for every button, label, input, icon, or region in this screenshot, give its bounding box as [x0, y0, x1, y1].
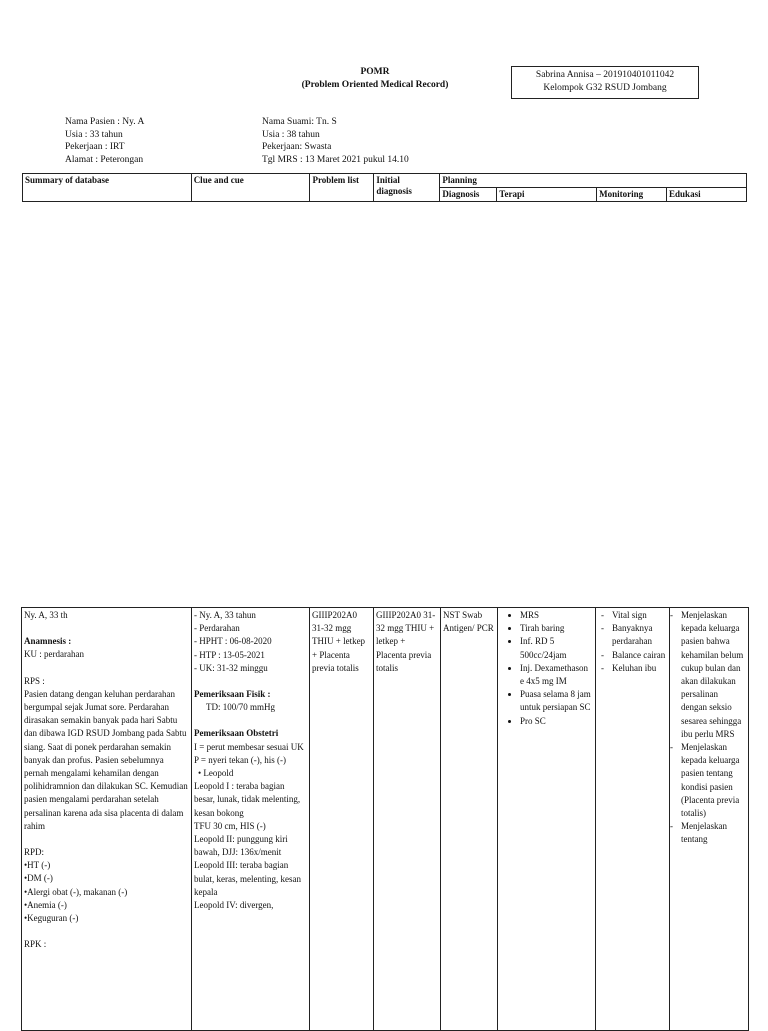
pomr-body-table	[21, 607, 749, 1031]
table-row	[22, 608, 749, 1031]
leopold-line: Leopold II: punggung kiri bawah, DJJ: 136x/menit	[194, 834, 288, 858]
problem-cell	[310, 608, 374, 1031]
leopold-line: Leopold IV: divergen,	[194, 900, 274, 911]
fisik-label: Pemeriksaan Fisik :	[194, 689, 271, 700]
patient-address: Alamat : Peterongan	[65, 154, 144, 165]
problem-list-text: GIIIP202A0 31-32 mgg THIU + letkep + Placenta previa totalis	[312, 610, 366, 673]
list-item: • Tirah baring	[520, 622, 593, 635]
author-line-1: Sabrina Annisa – 201910401011042	[535, 70, 675, 80]
header-initial: Initial diagnosis	[374, 174, 440, 202]
header-terapi: Terapi	[497, 188, 597, 202]
rpk-label: RPK :	[24, 939, 47, 950]
rps-text: Pasien datang dengan keluhan perdarahan bergumpal sejak Jumat sore. Perdarahan dirasakan semakin banyak pada hari Sabtu dan dibawa IGD RSUD Jombang pada Sabtu siang. Saat di ponek perdarahan semakin banyak dan profus. Pasien sebelumnya pernah mengalami kehamilan dengan polihidramnion dan dilakukan SC. Kemudian pasien mengalami perdarahan setelah persalinan karena ada sisa placenta di dalam rahim	[24, 688, 188, 831]
edukasi-list	[672, 609, 746, 847]
husband-name: Nama Suami: Tn. S	[262, 117, 337, 127]
obstetri-line: I = perut membesar sesuai UK	[194, 741, 304, 752]
husband-job: Pekerjaan: Swasta	[262, 142, 332, 152]
list-item: • Pro SC	[520, 715, 593, 728]
title-line-1: POMR	[360, 67, 390, 77]
patient-job: Pekerjaan : IRT	[65, 142, 125, 152]
list-item: - Balance cairan	[612, 649, 667, 662]
diagnosis-cell	[441, 608, 498, 1031]
rpd-item: •DM (-)	[24, 873, 53, 884]
header-summary: Summary of database	[23, 174, 192, 202]
clue-item: - Ny. A, 33 tahun	[194, 610, 256, 620]
pomr-header-table	[22, 173, 747, 202]
clue-cell	[192, 608, 310, 1031]
planning-diagnosis-text: NST Swab Antigen/ PCR	[443, 610, 494, 634]
rpd-item: •HT (-)	[24, 860, 51, 871]
patient-info-right	[262, 116, 409, 166]
header-edukasi: Edukasi	[667, 188, 747, 202]
summary-cell	[22, 608, 192, 1031]
header-monitoring: Monitoring	[597, 188, 667, 202]
list-item: • Inj. Dexamethason e 4x5 mg IM	[520, 662, 593, 688]
patient-info-left	[65, 116, 144, 166]
patient-name: Nama Pasien : Ny. A	[65, 117, 145, 127]
clue-item: - Perdarahan	[194, 623, 240, 634]
header-problem: Problem list	[310, 174, 374, 202]
rpd-item: •Alergi obat (-), makanan (-)	[24, 886, 128, 897]
list-item: - Menjelaskan kepada keluarga pasien bahwa kehamilan belum cukup bulan dan akan dilakukan persalinan dengan seksio sesarea sehingga ibu perlu MRS	[681, 609, 746, 741]
clue-item: - HTP : 13-05-2021	[194, 649, 265, 660]
obstetri-label: Pemeriksaan Obstetri	[194, 728, 279, 739]
list-item: - Menjelaskan kepada keluarga pasien tentang kondisi pasien (Placenta previa totalis)	[681, 741, 746, 820]
list-item: - Banyaknya perdarahan	[612, 622, 667, 648]
anamnesis-label: Anamnesis :	[24, 636, 72, 647]
leopold-line: TFU 30 cm, HIS (-)	[194, 820, 266, 831]
header-planning: Planning	[440, 174, 747, 188]
rps-label: RPS :	[24, 675, 45, 686]
terapi-cell	[498, 608, 596, 1031]
header-clue: Clue and cue	[191, 174, 310, 202]
leopold-line: Leopold I : teraba bagian besar, lunak, tidak melenting, kesan bokong	[194, 781, 301, 818]
leopold-line: Leopold III: teraba bagian bulat, keras, melenting, kesan kepala	[194, 860, 301, 897]
edukasi-cell	[670, 608, 749, 1031]
list-item: • Inf. RD 5 500cc/24jam	[520, 635, 593, 661]
initial-cell	[374, 608, 441, 1031]
header-diagnosis: Diagnosis	[440, 188, 497, 202]
rpd-label: RPD:	[24, 847, 45, 858]
clue-item: - HPHT : 06-08-2020	[194, 636, 272, 647]
leopold-label: • Leopold	[198, 768, 234, 779]
author-box	[511, 66, 699, 99]
document-title	[240, 66, 510, 92]
rpd-item: •Keguguran (-)	[24, 913, 79, 924]
keluhan-utama: KU : perdarahan	[24, 649, 84, 660]
list-item: • MRS	[520, 609, 593, 622]
obstetri-line: P = nyeri tekan (-), his (-)	[194, 754, 286, 765]
monitoring-list	[598, 609, 667, 675]
husband-age: Usia : 38 tahun	[262, 129, 320, 140]
initial-diagnosis-text: GIIIP202A0 31-32 mgg THIU + letkep + Placenta previa totalis	[376, 610, 436, 673]
monitoring-cell	[596, 608, 670, 1031]
terapi-list	[500, 609, 593, 728]
summary-name: Ny. A, 33 th	[24, 610, 68, 620]
patient-age: Usia : 33 tahun	[65, 129, 123, 140]
clue-item: - UK: 31-32 minggu	[194, 662, 268, 673]
list-item: - Vital sign	[612, 609, 667, 622]
author-line-2: Kelompok G32 RSUD Jombang	[543, 83, 667, 93]
admission-date: Tgl MRS : 13 Maret 2021 pukul 14.10	[262, 154, 409, 165]
td-value: TD: 100/70 mmHg	[206, 702, 275, 713]
list-item: - Keluhan ibu	[612, 662, 667, 675]
list-item: • Puasa selama 8 jam untuk persiapan SC	[520, 688, 593, 714]
list-item: - Menjelaskan tentang	[681, 820, 746, 846]
title-line-2: (Problem Oriented Medical Record)	[301, 80, 449, 90]
rpd-item: •Anemia (-)	[24, 899, 67, 910]
